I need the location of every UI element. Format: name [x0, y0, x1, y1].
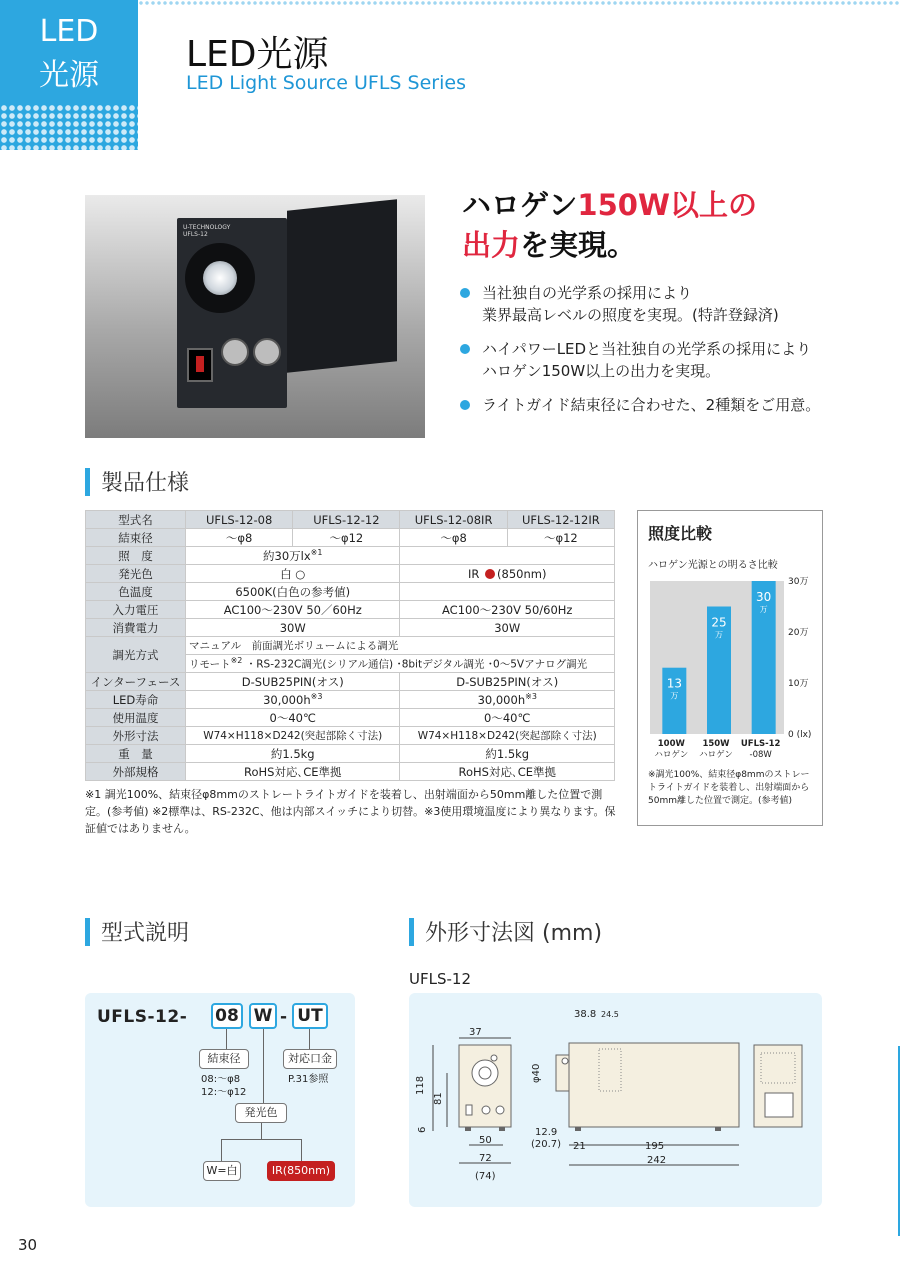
product-photo: [85, 195, 425, 438]
dim-w74: (74): [475, 1171, 496, 1182]
spec-cell: ～φ8: [400, 529, 507, 547]
side-view-body: [569, 1043, 739, 1127]
spec-label: 色温度: [86, 583, 186, 601]
section-heading-dimensions: 外形寸法図 (mm): [409, 916, 602, 947]
side-knob: [562, 1058, 568, 1064]
front-knob: [491, 1055, 497, 1061]
page-title: LED光源: [186, 34, 329, 75]
bar-unit-label: 万: [759, 605, 768, 614]
spec-cell: RoHS対応､CE準拠: [186, 763, 400, 781]
spec-cell: マニュアル 前面調光ボリュームによる調光: [186, 637, 615, 655]
dimmer-knob: [253, 338, 281, 366]
spec-cell: 6500K(白色の参考値): [186, 583, 400, 601]
dim-d195: 195: [645, 1141, 665, 1152]
dim-w50: 50: [479, 1135, 492, 1146]
spec-label: インターフェース: [86, 673, 186, 691]
dim-h118: 118: [415, 1075, 426, 1095]
model-box-color: W: [249, 1003, 277, 1029]
dim-d245: 24.5: [601, 1010, 619, 1019]
table-row: [86, 691, 615, 709]
spec-cell: 約30万$lx^{※1}$: [186, 547, 400, 565]
spec-model: UFLS-12-08: [186, 511, 293, 529]
dim-top: 37: [469, 1027, 482, 1038]
spec-cell: 約1.5kg: [186, 745, 400, 763]
foot: [575, 1127, 581, 1131]
front-switch: [466, 1105, 472, 1115]
dim-h81: 81: [433, 1092, 444, 1105]
tag-bundle: 結束径: [199, 1049, 249, 1069]
dim-phi40: φ40: [531, 1063, 542, 1083]
spec-cell: 30W: [186, 619, 400, 637]
spec-cell: [400, 547, 615, 565]
product-side: [287, 199, 397, 373]
category-label: ハロゲン: [699, 750, 733, 760]
table-row: [86, 727, 615, 745]
spec-model: UFLS-12-12: [293, 511, 400, 529]
table-row: [86, 619, 615, 637]
front-dial: [482, 1106, 490, 1114]
model-code-panel: [85, 993, 355, 1207]
dim-d129: 12.9: [535, 1127, 558, 1138]
table-row: [86, 529, 615, 547]
y-tick-label: 10万: [788, 679, 809, 689]
dim-d242: 242: [647, 1155, 667, 1166]
table-row: [86, 547, 615, 565]
category-badge: [0, 0, 138, 150]
chart-subtitle: ハロゲン光源との明るさ比較: [648, 560, 778, 571]
chart-title: 照度比較: [648, 524, 713, 543]
spec-cell: 白 ○: [186, 565, 400, 583]
illuminance-chart: [638, 569, 824, 769]
spec-table: [85, 510, 615, 781]
spec-label: 外部規格: [86, 763, 186, 781]
spec-label: 外形寸法: [86, 727, 186, 745]
front-dial: [496, 1106, 504, 1114]
spec-label: 使用温度: [86, 709, 186, 727]
table-row: [86, 565, 615, 583]
foot: [465, 1127, 471, 1131]
spec-label: 照 度: [86, 547, 186, 565]
headline: ハロゲン150W以上の 出力を実現。: [462, 188, 757, 262]
dim-d21: 21: [573, 1141, 586, 1152]
dot-pattern: [0, 104, 138, 150]
feature-item: 当社独自の光学系の採用により 業界最高レベルの照度を実現。(特許登録済): [458, 282, 878, 326]
spec-label: 重 量: [86, 745, 186, 763]
feature-item: ハイパワーLEDと当社独自の光学系の採用により ハロゲン150W以上の出力を実現。: [458, 338, 878, 382]
bar-value-label: 30: [756, 590, 772, 604]
spec-cell: 0～40℃: [186, 709, 400, 727]
spec-cell: $30,000h^{※3}$: [186, 691, 400, 709]
feature-list: [458, 282, 878, 428]
connector-line: [261, 1123, 262, 1139]
option-white: W=白: [203, 1161, 241, 1181]
y-tick-label: 20万: [788, 628, 809, 638]
spec-cell: 30W: [400, 619, 615, 637]
bar-unit-label: 万: [715, 630, 723, 640]
model-dash: -: [280, 1007, 288, 1027]
spec-label: 消費電力: [86, 619, 186, 637]
page-number: 30: [18, 1236, 38, 1254]
feature-item: ライトガイド結束径に合わせた、2種類をご用意。: [458, 394, 878, 416]
dimension-drawing-panel: [409, 993, 822, 1207]
lens: [203, 261, 237, 295]
foot: [499, 1127, 505, 1131]
product-brand: U-TECHNOLOGY UFLS-12: [183, 224, 231, 238]
spec-cell: AC100～230V 50/60Hz: [400, 601, 615, 619]
spec-cell: $30,000h^{※3}$: [400, 691, 615, 709]
category-label: 100W: [657, 739, 685, 749]
spec-label: 入力電圧: [86, 601, 186, 619]
connector-line: [221, 1139, 301, 1140]
model-prefix: UFLS-12-: [97, 1007, 188, 1027]
spec-cell: 約1.5kg: [400, 745, 615, 763]
spec-cell: W74×H118×D242(突起部除く寸法): [186, 727, 400, 745]
table-row: [86, 637, 615, 655]
spec-label: 調光方式: [86, 637, 186, 673]
spec-cell: ～φ12: [293, 529, 400, 547]
category-label: 150W: [702, 739, 730, 749]
spec-cell: ～φ12: [507, 529, 614, 547]
spec-model: UFLS-12-12IR: [507, 511, 614, 529]
spec-cell: D-SUB25PIN(オス): [186, 673, 400, 691]
product-front: [177, 218, 287, 408]
option-ir: IR(850nm): [267, 1161, 335, 1181]
spec-cell: リモート$^{※2}$ ・RS-232C調光(シリアル通信) ･8bitデジタル調光 ･0～5Vアナログ調光: [186, 655, 615, 673]
front-lens-inner: [479, 1067, 491, 1079]
model-box-bundle: 08: [211, 1003, 243, 1029]
spec-cell: 0～40℃: [400, 709, 615, 727]
spec-cell: AC100～230V 50／60Hz: [186, 601, 400, 619]
y-tick-label: 30万: [788, 577, 809, 587]
table-row: [86, 583, 615, 601]
spec-label: 結束径: [86, 529, 186, 547]
illuminance-chart-panel: [637, 510, 823, 826]
spec-cell: W74×H118×D242(突起部除く寸法): [400, 727, 615, 745]
bar-value-label: 13: [666, 676, 682, 691]
spec-cell: RoHS対応､CE準拠: [400, 763, 615, 781]
spec-cell: D-SUB25PIN(オス): [400, 673, 615, 691]
dim-d388: 38.8: [574, 1009, 597, 1020]
tag-color: 発光色: [235, 1103, 287, 1123]
bar-unit-label: 万: [670, 691, 679, 701]
power-switch: [187, 348, 213, 382]
tag-connector: 対応口金: [283, 1049, 337, 1069]
dim-w72: 72: [479, 1153, 492, 1164]
dimension-drawing: [409, 993, 822, 1207]
chart-footnote: ※調光100%、結束径φ8mmのストレートライトガイドを装着し、出射端面から50mm離した位置で測定。(参考値): [648, 770, 810, 806]
y-tick-label: 0 (lx): [788, 730, 812, 740]
model-box-connector: UT: [292, 1003, 328, 1029]
dim-h6: 6: [417, 1126, 428, 1133]
spec-label: LED寿命: [86, 691, 186, 709]
spec-cell: ～φ8: [186, 529, 293, 547]
table-row: [86, 673, 615, 691]
channel-knob: [221, 338, 249, 366]
red-dot-icon: [485, 569, 495, 579]
foot: [715, 1127, 721, 1131]
category-label: -08W: [749, 750, 772, 760]
spec-label: 発光色: [86, 565, 186, 583]
dimension-model: UFLS-12: [409, 970, 471, 988]
spec-label: 型式名: [86, 511, 186, 529]
rear-connector: [765, 1093, 793, 1117]
table-row: [86, 601, 615, 619]
connector-ref: P.31参照: [288, 1074, 329, 1085]
section-heading-model: 型式説明: [85, 916, 189, 947]
page-subtitle: LED Light Source UFLS Series: [186, 72, 466, 94]
bar-value-label: 25: [711, 615, 727, 630]
spec-cell: [400, 583, 615, 601]
section-heading-spec: 製品仕様: [85, 466, 189, 497]
connector-line: [221, 1139, 222, 1161]
dim-d207: (20.7): [531, 1139, 562, 1150]
category-line2: 光源: [39, 58, 99, 93]
spec-model: UFLS-12-08IR: [400, 511, 507, 529]
category-label: ハロゲン: [654, 750, 689, 760]
top-dot-rule: [138, 0, 900, 6]
spec-cell: IR (850nm): [400, 565, 615, 583]
connector-line: [301, 1139, 302, 1161]
table-row: [86, 709, 615, 727]
connector-line: [226, 1029, 227, 1051]
spec-footnote: ※1 調光100%、結束径φ8mmのストレートライトガイドを装着し、出射端面から50mm離した位置で測定。(参考値) ※2標準は、RS-232C、他は内部スイッチにより切替。※3使用環境温度により異なります。保証値ではありません。: [85, 788, 616, 835]
category-line1: LED: [39, 14, 99, 49]
connector-line: [309, 1029, 310, 1051]
table-row: [86, 745, 615, 763]
table-row: [86, 511, 615, 529]
category-label: UFLS-12: [740, 739, 781, 749]
table-row: [86, 763, 615, 781]
bundle-options: 08:～φ8 12:～φ12: [201, 1074, 247, 1098]
